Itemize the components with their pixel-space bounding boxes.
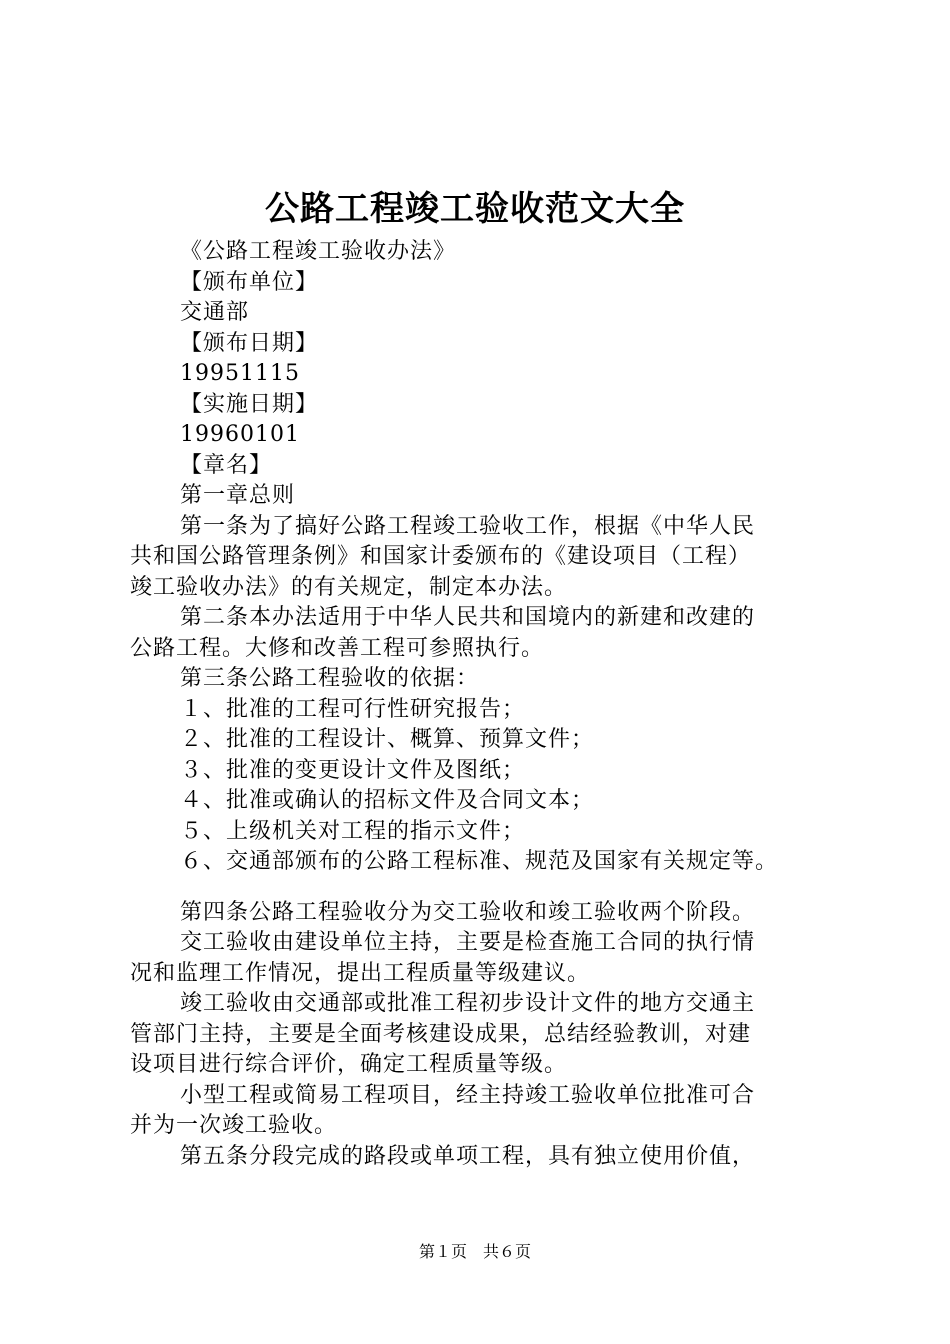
text-line: 19960101 xyxy=(180,422,300,447)
text-line: 【实施日期】 xyxy=(180,391,319,417)
paragraph-spacer xyxy=(130,878,835,898)
text-line: 19951115 xyxy=(180,361,300,386)
page-title: 公路工程竣工验收范文大全 xyxy=(265,189,685,229)
text-line: 设项目进行综合评价，确定工程质量等级。 xyxy=(130,1052,568,1077)
text-line: 交工验收由建设单位主持，主要是检查施工合同的执行情 xyxy=(180,930,756,955)
text-line: 第四条公路工程验收分为交工验收和竣工验收两个阶段。 xyxy=(180,899,756,925)
text-line: ４、批准或确认的招标文件及合同文本； xyxy=(180,788,595,813)
text-line: 公路工程。大修和改善工程可参照执行。 xyxy=(130,635,545,661)
text-line: 并为一次竣工验收。 xyxy=(130,1113,338,1138)
text-line: 【颁布单位】 xyxy=(180,269,319,295)
text-line: 【颁布日期】 xyxy=(180,330,319,356)
text-line: ３、批准的变更设计文件及图纸； xyxy=(180,757,526,783)
text-line: 【章名】 xyxy=(180,452,273,478)
text-line: 管部门主持，主要是全面考核建设成果，总结经验教训，对建 xyxy=(130,1021,752,1047)
text-line: ６、交通部颁布的公路工程标准、规范及国家有关规定等。 xyxy=(180,849,779,874)
text-line: ５、上级机关对工程的指示文件； xyxy=(180,818,526,844)
page-number: 第１页 共６页 xyxy=(418,1242,531,1261)
document-body xyxy=(130,237,835,1172)
text-line: 第五条分段完成的路段或单项工程，具有独立使用价值， xyxy=(180,1143,756,1169)
text-line: ２、批准的工程设计、概算、预算文件； xyxy=(180,727,595,752)
text-line: 第一章总则 xyxy=(180,483,296,508)
text-line: 小型工程或简易工程项目，经主持竣工验收单位批准可合 xyxy=(180,1082,756,1108)
text-line: 《公路工程竣工验收办法》 xyxy=(180,239,457,264)
text-line: 竣工验收办法》的有关规定，制定本办法。 xyxy=(130,574,568,600)
text-line: 交通部 xyxy=(180,300,250,325)
text-line: 竣工验收由交通部或批准工程初步设计文件的地方交通主 xyxy=(180,991,756,1016)
text-line: 况和监理工作情况，提出工程质量等级建议。 xyxy=(130,960,591,986)
text-line: 第二条本办法适用于中华人民共和国境内的新建和改建的 xyxy=(180,605,756,630)
text-line: 第一条为了搞好公路工程竣工验收工作，根据《中华人民 xyxy=(180,513,756,539)
text-line: 第三条公路工程验收的依据： xyxy=(180,666,480,691)
text-line: １、批准的工程可行性研究报告； xyxy=(180,696,526,722)
text-line: 共和国公路管理条例》和国家计委颁布的《建设项目（工程） xyxy=(130,544,752,569)
